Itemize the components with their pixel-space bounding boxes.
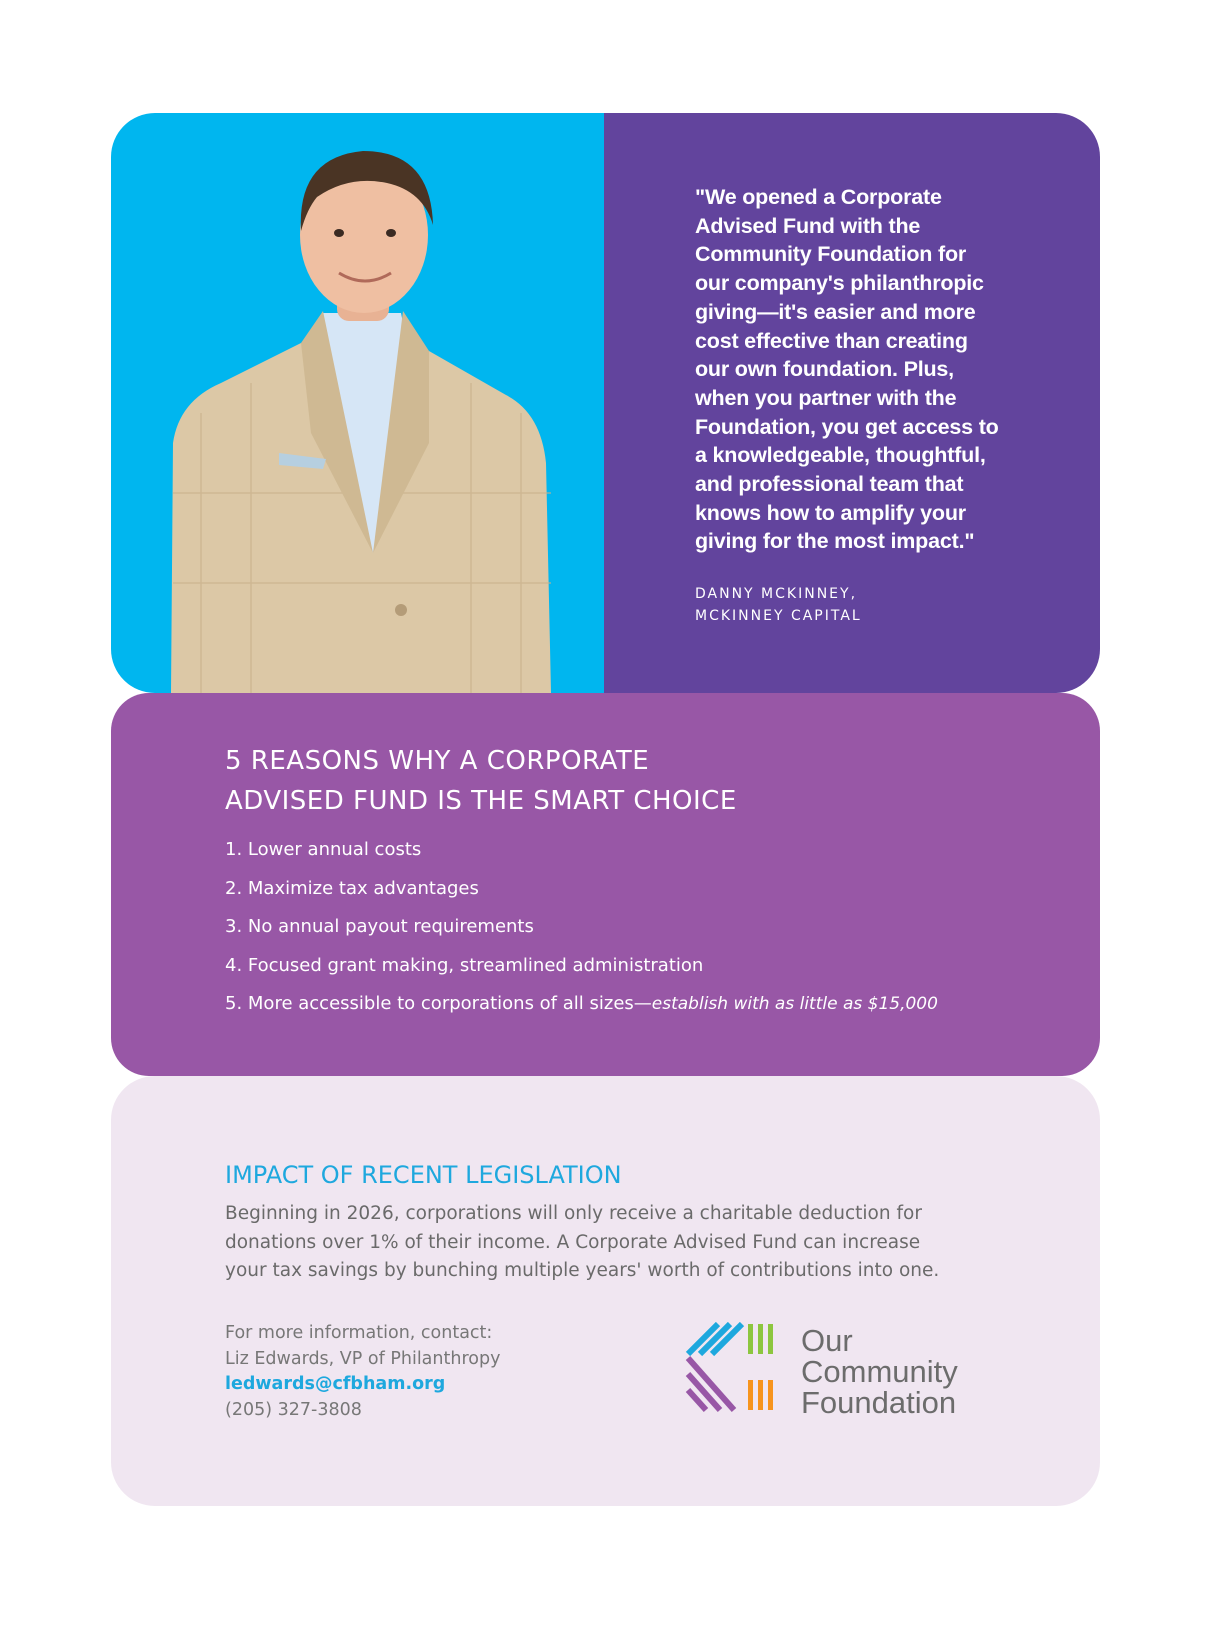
contact-phone: (205) 327-3808: [225, 1399, 362, 1420]
logo-line: Foundation: [801, 1385, 957, 1420]
testimonial-quote: [695, 183, 1040, 556]
foundation-logo: [684, 1322, 1004, 1422]
list-item-text: 5. More accessible to corporations of all sizes—: [225, 993, 652, 1014]
logo-line: Our: [801, 1323, 853, 1358]
quote-line: knows how to amplify your: [695, 500, 966, 525]
quote-line: when you partner with the: [695, 385, 957, 410]
contact-email-link[interactable]: ledwards@cfbham.org: [225, 1374, 446, 1394]
legislation-heading: IMPACT OF RECENT LEGISLATION: [225, 1161, 622, 1189]
quote-line: and professional team that: [695, 472, 964, 497]
quote-line: a knowledgeable, thoughtful,: [695, 443, 986, 468]
quote-line: Community Foundation for: [695, 242, 967, 267]
list-item: 2. Maximize tax advantages: [225, 877, 479, 899]
legislation-line: your tax savings by bunching multiple years' worth of contributions into one.: [225, 1260, 940, 1281]
list-item: 1. Lower annual costs: [225, 839, 422, 860]
logo-line: Community: [801, 1354, 958, 1389]
quote-line: cost effective than creating: [695, 328, 968, 353]
portrait-photo-panel: [111, 113, 604, 693]
attribution-company: MCKINNEY CAPITAL: [695, 608, 862, 624]
reasons-list: [225, 837, 938, 1030]
foundation-logo-wordmark: [801, 1325, 958, 1418]
quote-line: Foundation, you get access to: [695, 414, 999, 439]
quote-line: our own foundation. Plus,: [695, 357, 954, 382]
quote-line: "We opened a Corporate: [695, 185, 942, 209]
list-item: 4. Focused grant making, streamlined administration: [225, 954, 704, 976]
contact-name: Liz Edwards, VP of Philanthropy: [225, 1348, 501, 1369]
foundation-logo-mark-icon: [684, 1322, 794, 1422]
list-item: 3. No annual payout requirements: [225, 916, 534, 937]
reasons-heading-line: 5 REASONS WHY A CORPORATE: [225, 746, 650, 776]
legislation-body: [225, 1200, 1015, 1286]
legislation-line: Beginning in 2026, corporations will only receive a charitable deduction for: [225, 1203, 922, 1224]
contact-intro: For more information, contact:: [225, 1323, 493, 1343]
legislation-panel: [111, 1076, 1100, 1506]
reasons-heading-line: ADVISED FUND IS THE SMART CHOICE: [225, 786, 737, 816]
quote-line: giving for the most impact.": [695, 529, 975, 554]
list-item: [225, 991, 938, 1030]
quote-line: our company's philanthropic: [695, 271, 984, 296]
quote-line: Advised Fund with the: [695, 213, 921, 238]
testimonial-attribution: [695, 583, 862, 627]
reasons-heading: [225, 741, 737, 821]
reasons-panel: [111, 693, 1100, 1076]
contact-block: [225, 1321, 500, 1423]
portrait-photo: [111, 113, 604, 693]
list-item-emphasis: establish with as little as $15,000: [651, 994, 938, 1014]
quote-line: giving—it's easier and more: [695, 299, 976, 324]
legislation-line: donations over 1% of their income. A Corporate Advised Fund can increase: [225, 1231, 921, 1253]
testimonial-panel: [604, 113, 1100, 693]
attribution-name: DANNY MCKINNEY,: [695, 586, 858, 602]
